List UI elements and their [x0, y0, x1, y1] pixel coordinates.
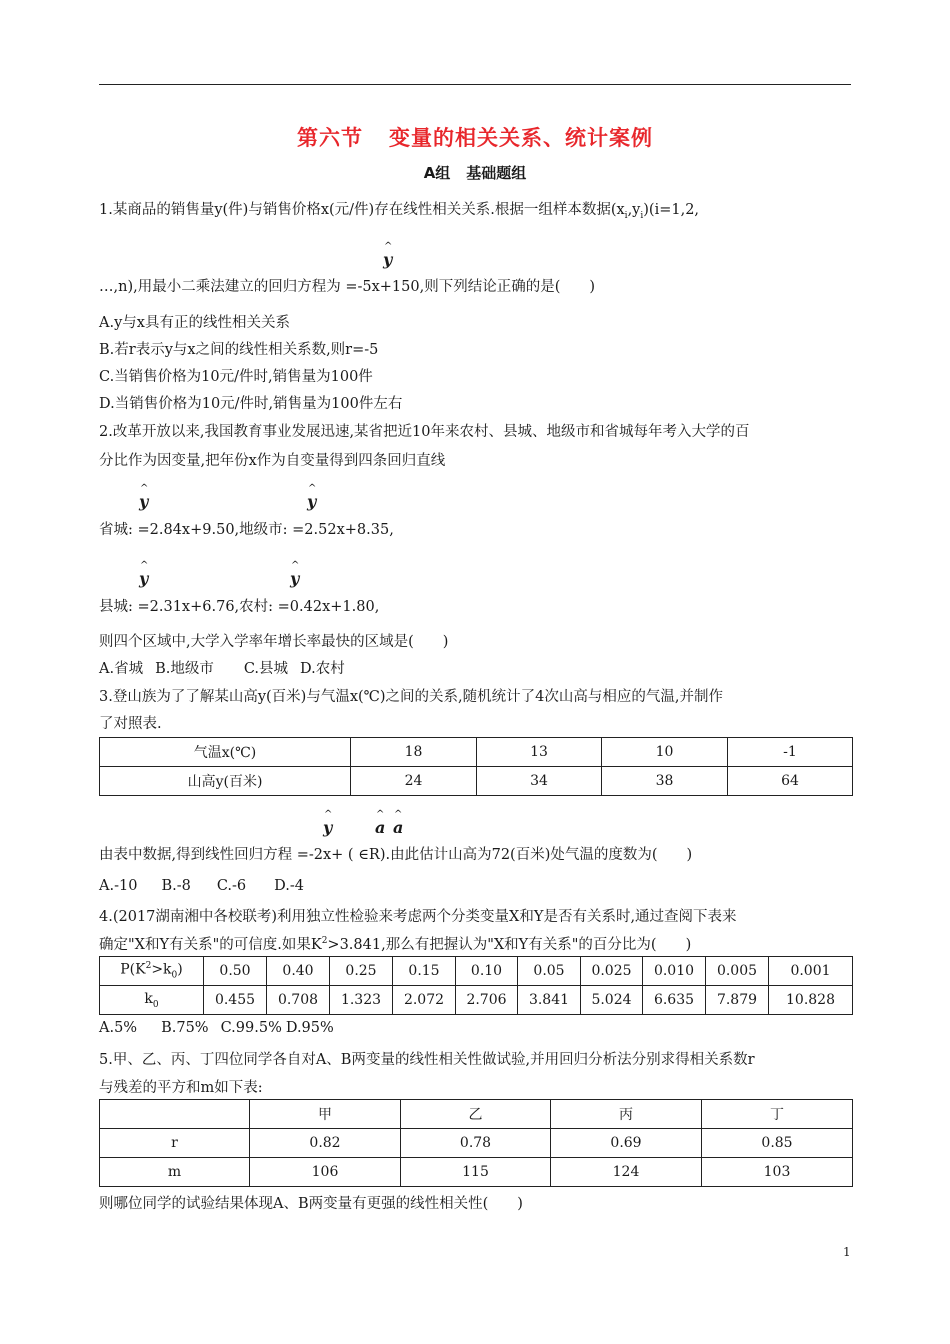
table-cell: 乙 [401, 1100, 551, 1129]
q1-stem-line1: 1.某商品的销售量y(件)与销售价格x(元/件)存在线性相关关系.根据一组样本数据$(x_i,y_i)(i=1,2$, [99, 202, 700, 221]
q1-y-hat-symbol: ^ y [383, 252, 392, 268]
q3-stem-line3: 由表中数据,得到线性回归方程 =-2x+ ( ∈R).由此估计山高为72(百米)处气温的度数为( ) [99, 847, 693, 863]
table-cell: 2.706 [456, 986, 518, 1015]
table-cell: 山高y(百米) [100, 767, 351, 796]
table-cell: 10 [602, 738, 728, 767]
q5-stem-line2: 与残差的平方和m如下表: [99, 1080, 263, 1096]
table-cell: 106 [250, 1158, 401, 1187]
table-cell: 0.15 [393, 957, 456, 986]
table-cell: 丁 [702, 1100, 853, 1129]
table-cell: 124 [551, 1158, 702, 1187]
table-cell: 0.05 [518, 957, 581, 986]
table-cell: 24 [351, 767, 477, 796]
table-cell: 0.005 [706, 957, 769, 986]
table-row [100, 986, 853, 1015]
q3-y-hat-symbol: ^ y [323, 820, 332, 836]
page-number: 1 [843, 1245, 851, 1259]
table-cell: 38 [602, 767, 728, 796]
table-row [100, 1158, 853, 1187]
table-cell: 0.78 [401, 1129, 551, 1158]
q3-a-hat-symbol: ^ a [375, 820, 385, 836]
table-cell: 0.001 [769, 957, 853, 986]
q4-options: A.5% B.75% C.99.5% D.95% [99, 1020, 334, 1036]
q4-stem-line2: 确定"X和Y有关系"的可信度.如果$K^2>3.841$,那么有把握认为"X和Y有关系"的百分比为( ) [99, 936, 692, 953]
table-row [100, 767, 853, 796]
table-cell: 115 [401, 1158, 551, 1187]
q5-stem-line1: 5.甲、乙、丙、丁四位同学各自对A、B两变量的线性相关性做试验,并用回归分析法分别求得相关系数r [99, 1052, 755, 1068]
table-cell: 5.024 [581, 986, 643, 1015]
q1-stem-line2: …,n),用最小二乘法建立的回归方程为 =-5x+150,则下列结论正确的是( ) [99, 279, 596, 295]
table-cell: 0.708 [267, 986, 330, 1015]
table-cell: 64 [728, 767, 853, 796]
q1-option-c: C.当销售价格为10元/件时,销售量为100件 [99, 369, 373, 385]
q1-option-a: A.y与x具有正的线性相关关系 [99, 315, 290, 331]
table-cell: 0.455 [204, 986, 267, 1015]
table-cell: r [100, 1129, 250, 1158]
q5-question: 则哪位同学的试验结果体现A、B两变量有更强的线性相关性( ) [99, 1196, 523, 1212]
q2-equations-line1: 省城: =2.84x+9.50,地级市: =2.52x+8.35, [99, 522, 394, 538]
q2-stem-line2: 分比作为因变量,把年份x作为自变量得到四条回归直线 [99, 453, 446, 469]
table-header-cell: $P(K^2>k_0)$ [100, 957, 204, 986]
table-cell: 2.072 [393, 986, 456, 1015]
table-cell: 10.828 [769, 986, 853, 1015]
q2-stem-line1: 2.改革开放以来,我国教育事业发展迅速,某省把近10年来农村、县城、地级市和省城每年考入大学的百 [99, 424, 750, 440]
table-cell: 7.879 [706, 986, 769, 1015]
q2-y-hat-symbol: ^ y [290, 571, 299, 587]
table-cell: m [100, 1158, 250, 1187]
table-cell: 3.841 [518, 986, 581, 1015]
table-cell [100, 1100, 250, 1129]
q1-option-d: D.当销售价格为10元/件时,销售量为100件左右 [99, 396, 403, 412]
table-cell: 0.50 [204, 957, 267, 986]
table-cell: 0.82 [250, 1129, 401, 1158]
table-header-cell: $k_0$ [100, 986, 204, 1015]
table-cell: 34 [477, 767, 602, 796]
q2-y-hat-symbol: ^ y [139, 494, 148, 510]
table-row [100, 738, 853, 767]
q2-options: A.省城 B.地级市 C.县城 D.农村 [99, 661, 345, 677]
table-cell: 0.10 [456, 957, 518, 986]
table-cell: -1 [728, 738, 853, 767]
q4-critical-value-table [99, 956, 853, 1015]
table-cell: 丙 [551, 1100, 702, 1129]
table-cell: 1.323 [330, 986, 393, 1015]
section-title: 第六节 变量的相关关系、统计案例 [297, 126, 653, 150]
q2-equations-line2: 县城: =2.31x+6.76,农村: =0.42x+1.80, [99, 599, 380, 615]
table-cell: 18 [351, 738, 477, 767]
table-cell: 6.635 [643, 986, 706, 1015]
header-rule [99, 84, 851, 85]
table-cell: 甲 [250, 1100, 401, 1129]
table-cell: 0.025 [581, 957, 643, 986]
table-cell: 0.40 [267, 957, 330, 986]
table-cell: 0.69 [551, 1129, 702, 1158]
q2-y-hat-symbol: ^ y [139, 571, 148, 587]
table-cell: 气温x(℃) [100, 738, 351, 767]
q2-y-hat-symbol: ^ y [307, 494, 316, 510]
table-cell: 0.010 [643, 957, 706, 986]
q3-options: A.-10 B.-8 C.-6 D.-4 [99, 878, 304, 894]
table-cell: 103 [702, 1158, 853, 1187]
table-cell: 0.25 [330, 957, 393, 986]
q3-data-table [99, 737, 853, 796]
q1-option-b: B.若r表示y与x之间的线性相关系数,则r=-5 [99, 342, 379, 358]
q3-a-hat-symbol: ^ a [393, 820, 403, 836]
table-cell: 13 [477, 738, 602, 767]
q3-stem-line2: 了对照表. [99, 716, 162, 732]
group-subtitle: A组 基础题组 [423, 164, 527, 182]
table-cell: 0.85 [702, 1129, 853, 1158]
q3-stem-line1: 3.登山族为了了解某山高y(百米)与气温x(℃)之间的关系,随机统计了4次山高与相应的气温,并制作 [99, 689, 723, 705]
q5-data-table [99, 1099, 853, 1187]
q4-stem-line1: 4.(2017湖南湘中各校联考)利用独立性检验来考虑两个分类变量X和Y是否有关系时,通过查阅下表来 [99, 909, 737, 925]
q2-question: 则四个区域中,大学入学率年增长率最快的区域是( ) [99, 634, 449, 650]
table-row [100, 1129, 853, 1158]
table-row [100, 957, 853, 986]
table-row [100, 1100, 853, 1129]
